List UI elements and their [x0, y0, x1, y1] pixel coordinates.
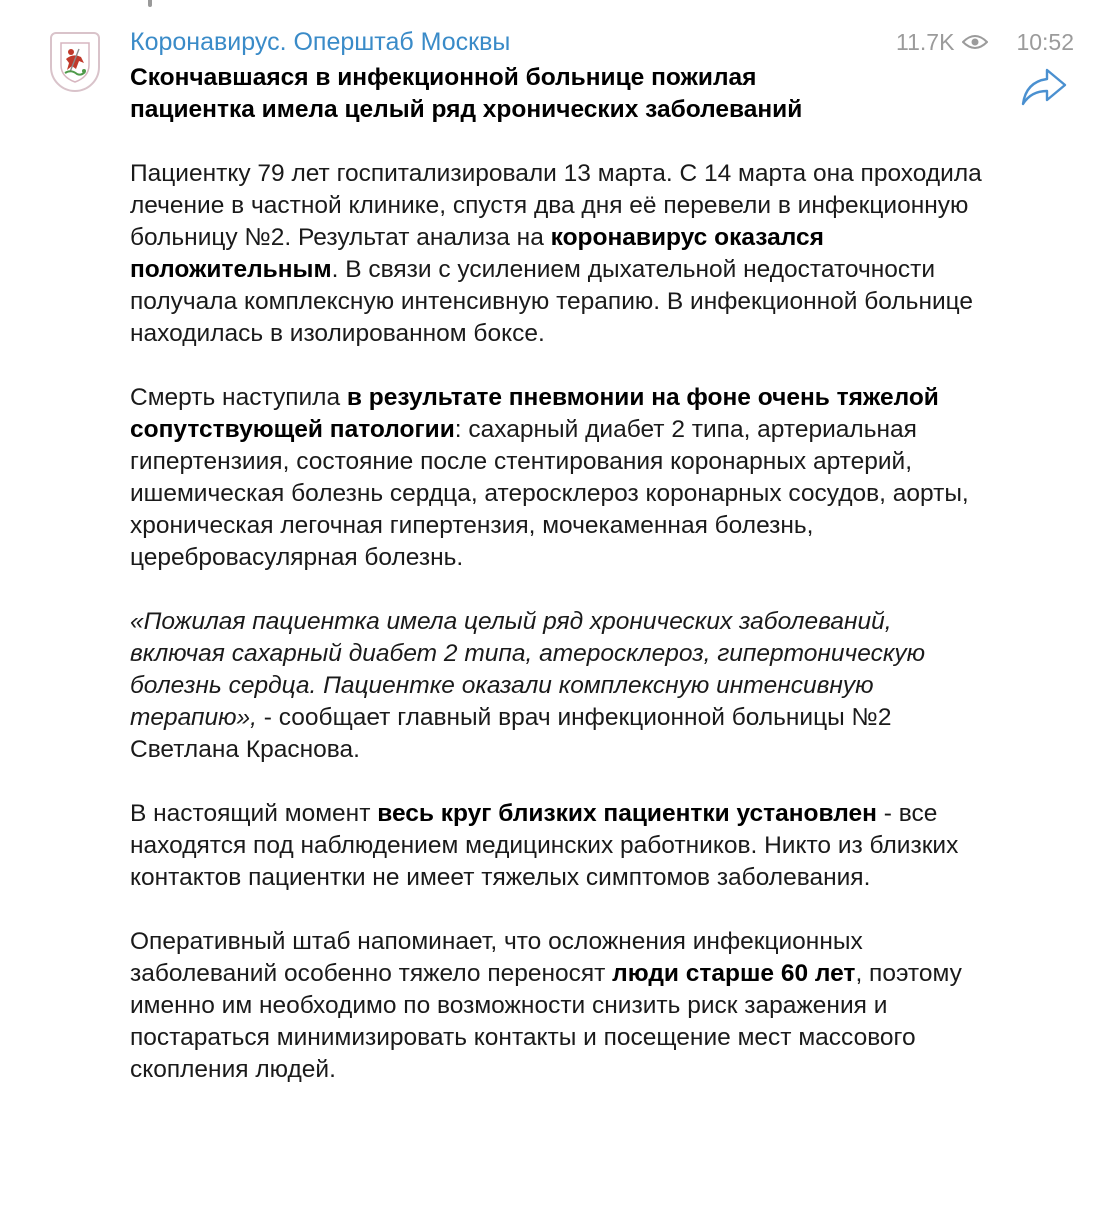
headline-line-2: пациентка имела целый ряд хронических заболеваний	[130, 96, 803, 123]
paragraph-quote	[130, 606, 990, 766]
post-headline	[130, 62, 990, 126]
p5-bold: люди старше 60 лет	[612, 960, 856, 987]
channel-name[interactable]: Коронавирус. Оперштаб Москвы	[130, 28, 511, 56]
scroll-fragment	[148, 0, 152, 7]
headline-line-1: Скончавшаяся в инфекционной больнице пожилая	[130, 64, 757, 91]
p4-text-b: - все находятся под наблюдением медицинских работников. Никто из близких контактов пациентки не имеет тяжелых симптомов заболевания.	[130, 800, 959, 891]
p2-text-a: Смерть наступила	[130, 384, 347, 411]
p2-text-b: : сахарный диабет 2 типа, артериальная гипертензиия, состояние после стентирования коронарных артерий, ишемическая болезнь сердца, атеросклероз коронарных сосудов, аорты, хроническая легочная гипертензия, мочекаменная болезнь, цереброваcулярная болезнь.	[130, 416, 969, 571]
p4-bold: весь круг близких пациентки установлен	[377, 800, 877, 827]
paragraph-cause-of-death	[130, 382, 990, 574]
p1-text-a: Пациентку 79 лет госпитализировали 13 марта. С 14 марта она проходила лечение в частной клинике, спустя два дня её перевели в инфекционную больницу №2. Результат анализа на	[130, 160, 982, 251]
p3-quote: «Пожилая пациентка имела целый ряд хронических заболеваний, включая сахарный диабет 2 типа, атеросклероз, гипертоническую болезнь сердца. Пациентке оказали комплексную интенсивную терапию»,	[130, 608, 926, 731]
moscow-coat-of-arms-icon	[57, 39, 93, 85]
channel-avatar[interactable]	[50, 32, 100, 92]
share-arrow-icon	[1020, 66, 1068, 108]
share-button[interactable]	[1020, 66, 1068, 108]
p3-text-b: - сообщает главный врач инфекционной больницы №2 Светлана Краснова.	[130, 704, 892, 763]
paragraph-contacts	[130, 798, 990, 894]
post-meta	[896, 26, 1074, 58]
p1-bold: коронавирус оказался положительным	[130, 224, 824, 283]
p5-text-b: , поэтому именно им необходимо по возможности снизить риск заражения и постараться минимизировать контакты и посещение мест массового скопления людей.	[130, 960, 962, 1083]
p1-text-b: . В связи с усилением дыхательной недостаточности получала комплексную интенсивную терапию. В инфекционной больнице находилась в изолированном боксе.	[130, 256, 974, 347]
p4-text-a: В настоящий момент	[130, 800, 378, 827]
eye-icon	[962, 34, 988, 50]
post-time: 10:52	[1016, 28, 1074, 55]
p5-text-a: Оперативный штаб напоминает, что осложнения инфекционных заболеваний особенно тяжело переносят	[130, 928, 863, 987]
view-count: 11.7K	[896, 28, 955, 55]
post-body	[130, 62, 990, 1086]
paragraph-reminder	[130, 926, 990, 1086]
p2-bold: в результате пневмонии на фоне очень тяжелой сопутствующей патологии	[130, 384, 939, 443]
paragraph-hospitalization	[130, 158, 990, 350]
